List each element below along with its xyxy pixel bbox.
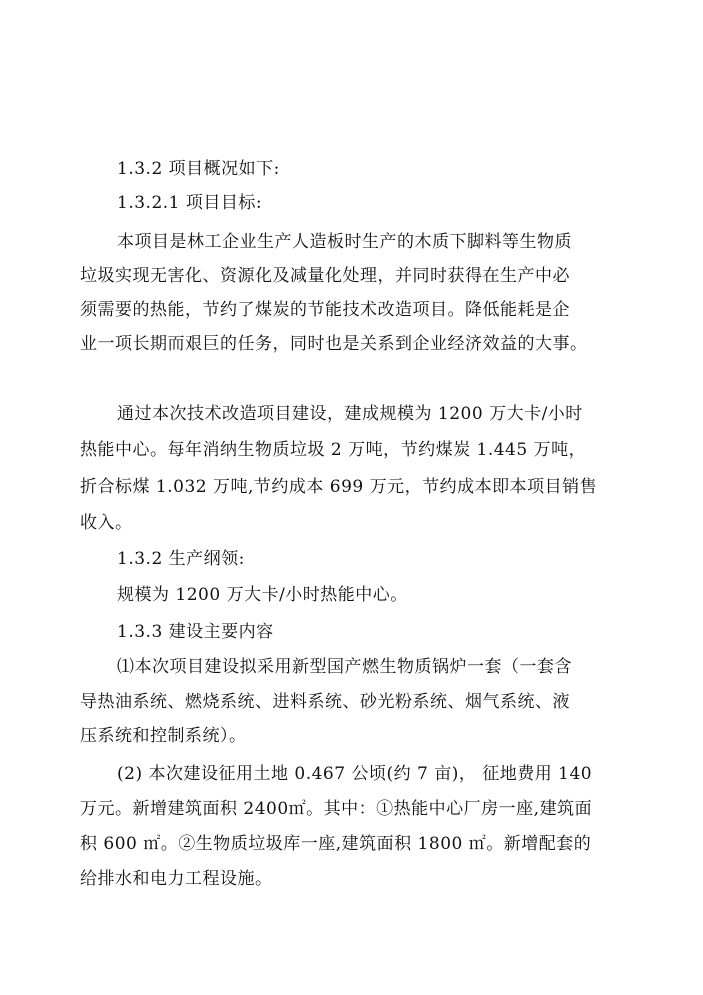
paragraph-line: 须需要的热能，节约了煤炭的节能技术改造项目。降低能耗是企: [80, 300, 570, 320]
heading-1-3-2-overview: 1.3.2 项目概况如下:: [117, 159, 280, 179]
paragraph-line: 积 600 ㎡。②生物质垃圾库一座,建筑面积 1800 ㎡。新增配套的: [80, 834, 592, 854]
heading-1-3-2-1-goal: 1.3.2.1 项目目标:: [117, 193, 263, 213]
paragraph-line: 折合标煤 1.032 万吨,节约成本 699 万元，节约成本即本项目销售: [80, 477, 598, 497]
heading-1-3-2-production: 1.3.2 生产纲领:: [117, 549, 245, 569]
paragraph-line: 垃圾实现无害化、资源化及减量化处理，并同时获得在生产中必: [80, 266, 570, 286]
paragraph-line: 本项目是林工企业生产人造板时生产的木质下脚料等生物质: [117, 232, 572, 252]
paragraph-line: 业一项长期而艰巨的任务，同时也是关系到企业经济效益的大事。: [80, 334, 588, 354]
paragraph-line: 万元。新增建筑面积 2400㎡。其中：①热能中心厂房一座,建筑面: [80, 799, 593, 819]
list-item-2: (2) 本次建设征用土地 0.467 公顷(约 7 亩)， 征地费用 140: [117, 764, 593, 784]
paragraph-line: 通过本次技术改造项目建设，建成规模为 1200 万大卡/小时: [117, 404, 583, 424]
paragraph-line: 压系统和控制系统）。: [80, 726, 247, 746]
paragraph-line: 导热油系统、燃烧系统、进料系统、砂光粉系统、烟气系统、液: [80, 692, 570, 712]
paragraph-line: 收入。: [80, 513, 133, 533]
list-item-1: ⑴本次项目建设拟采用新型国产燃生物质锅炉一套（一套含: [117, 657, 572, 677]
heading-1-3-3-construction: 1.3.3 建设主要内容: [117, 622, 274, 642]
paragraph-line: 热能中心。每年消纳生物质垃圾 2 万吨，节约煤炭 1.445 万吨，: [80, 440, 587, 460]
paragraph-line: 规模为 1200 万大卡/小时热能中心。: [117, 585, 408, 605]
paragraph-line: 给排水和电力工程设施。: [80, 869, 273, 889]
